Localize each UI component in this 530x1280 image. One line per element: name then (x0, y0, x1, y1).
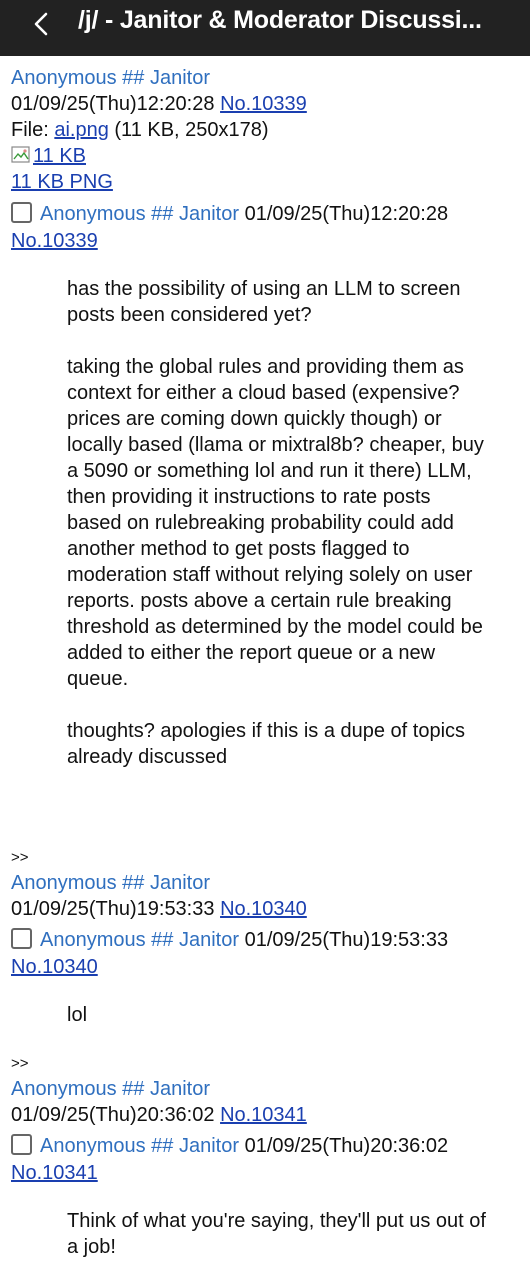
post-datetime: 01/09/25(Thu)12:20:28 (11, 93, 215, 115)
post-select-checkbox[interactable] (11, 202, 32, 223)
thumbnail-alt-text[interactable]: 11 KB (33, 145, 86, 167)
file-caption (11, 169, 113, 195)
post-header-meta (11, 91, 307, 117)
post-body (67, 1208, 487, 1260)
post-number-link[interactable]: No.10341 (11, 1162, 98, 1184)
poster-name: Anonymous ## Janitor (40, 203, 240, 225)
post-paragraph: thoughts? apologies if this is a dupe of topics already discussed (67, 720, 466, 768)
reply-marker: >> (11, 1055, 29, 1072)
post-number-row (11, 954, 98, 980)
post-body (67, 1002, 487, 1028)
post-subheader (11, 927, 448, 953)
post-datetime: 01/09/25(Thu)19:53:33 (11, 898, 215, 920)
post-header-meta (11, 896, 307, 922)
post-paragraph: Think of what you're saying, they'll put us out of a job! (67, 1210, 486, 1258)
app-bar (0, 0, 530, 56)
file-label: File: (11, 119, 55, 141)
poster-name: Anonymous ## Janitor (40, 929, 240, 951)
poster-name: Anonymous ## Janitor (11, 67, 211, 89)
post-select-checkbox[interactable] (11, 928, 32, 949)
file-meta: (11 KB, 250x178) (108, 119, 269, 141)
post-number-link[interactable]: No.10340 (11, 956, 98, 978)
poster-name: Anonymous ## Janitor (11, 872, 211, 894)
post-header-meta (11, 1102, 307, 1128)
post-number-link[interactable]: No.10339 (220, 93, 307, 115)
post-number-link[interactable]: No.10341 (220, 1104, 307, 1126)
post-number-row (11, 228, 98, 254)
post-header-name (11, 870, 210, 896)
post-subheader (11, 201, 448, 227)
post-select-checkbox[interactable] (11, 1134, 32, 1155)
post-datetime: 01/09/25(Thu)20:36:02 (11, 1104, 215, 1126)
broken-image-icon (11, 145, 31, 165)
chevron-left-icon[interactable] (26, 4, 56, 44)
post-datetime: 01/09/25(Thu)19:53:33 (244, 929, 449, 951)
post-datetime: 01/09/25(Thu)20:36:02 (244, 1135, 449, 1157)
post-paragraph: has the possibility of using an LLM to screen posts been considered yet? (67, 278, 461, 326)
post-body (67, 276, 487, 770)
file-caption-link[interactable]: 11 KB PNG (11, 171, 113, 193)
reply-marker: >> (11, 849, 29, 866)
post-datetime: 01/09/25(Thu)12:20:28 (244, 203, 449, 225)
post-subheader (11, 1133, 448, 1159)
post-header-name (11, 65, 210, 91)
post-paragraph: taking the global rules and providing them as context for either a cloud based (expensive? prices are coming down quickly though) or locally based (llama or mixtral8b? cheaper, buy a 5090 or something lol and run it there) LLM, then providing it instructions to rate posts based on rulebreaking probability could add another method to get posts flagged to moderation staff without relying solely on user reports. posts above a certain rule breaking threshold as determined by the model could be added to either the report queue or a new queue. (67, 356, 484, 690)
file-name-link[interactable]: ai.png (54, 119, 109, 141)
file-thumbnail[interactable] (11, 143, 86, 169)
page-title: /j/ - Janitor & Moderator Discussi... (78, 6, 482, 34)
poster-name: Anonymous ## Janitor (40, 1135, 240, 1157)
post-number-row (11, 1160, 98, 1186)
file-info (11, 117, 269, 143)
post-paragraph: lol (67, 1004, 88, 1026)
post-header-name (11, 1076, 210, 1102)
poster-name: Anonymous ## Janitor (11, 1078, 211, 1100)
post-number-link[interactable]: No.10340 (220, 898, 307, 920)
post-number-link[interactable]: No.10339 (11, 230, 98, 252)
